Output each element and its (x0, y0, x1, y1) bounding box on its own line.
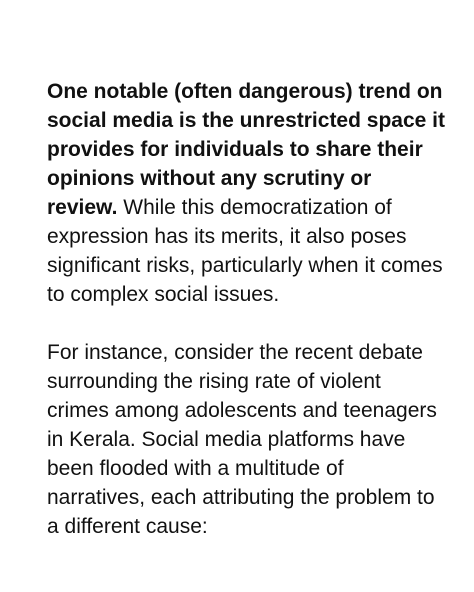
document-page (47, 77, 447, 541)
paragraph-intro-lead: One notable (often dangerous) trend on social media is the unrestricted space it provides for individuals to share their opinions without any scrutiny or review. (47, 80, 445, 219)
paragraph-example: For instance, consider the recent debate surrounding the rising rate of violent crimes among adolescents and teenagers in Kerala. Social media platforms have been flooded with a multitude of narratives, each attributing the problem to a different cause: (47, 341, 437, 538)
paragraph-intro (47, 77, 447, 309)
paragraph-intro-rest: While this democratization of expression has its merits, it also poses significant risks, particularly when it comes to complex social issues. (47, 196, 443, 306)
